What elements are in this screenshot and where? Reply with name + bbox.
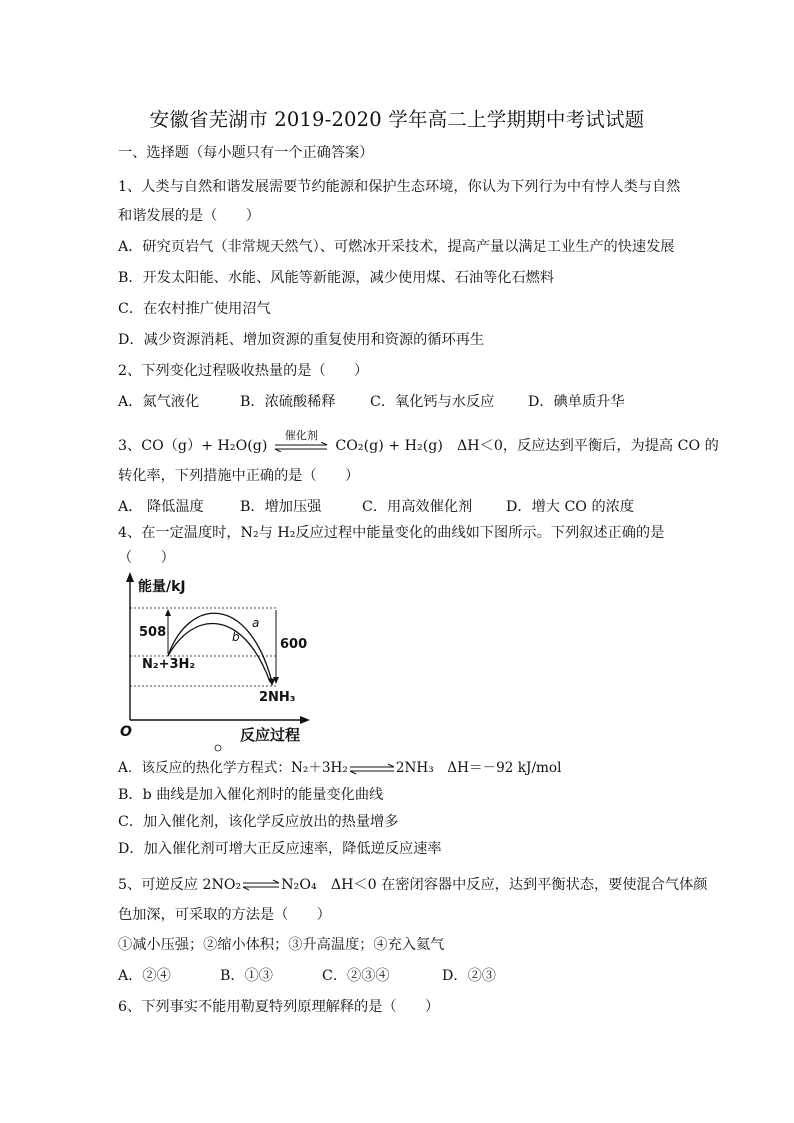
stray-circle-mark: [215, 745, 221, 751]
label-600: 600: [280, 637, 308, 652]
page-title: 安徽省芜湖市 2019-2020 学年高二上学期期中考试试题: [149, 108, 645, 131]
q5-option-d: D．②③: [442, 968, 496, 984]
q1-option-b: B．开发太阳能、水能、风能等新能源，减少使用煤、石油等化石燃料: [118, 270, 555, 286]
q3-options: [118, 497, 634, 517]
q4-stem-1: 4、在一定温度时，N₂与 H₂反应过程中能量变化的曲线如下图所示。下列叙述正确的是: [118, 525, 665, 541]
curve-a-label: a: [252, 616, 260, 630]
equilibrium-arrow-icon: [273, 442, 329, 452]
q2-stem: 2、下列变化过程吸收热量的是（ ）: [118, 363, 369, 379]
q4-option-c: C．加入催化剂，该化学反应放出的热量增多: [118, 814, 399, 830]
q5-option-c: C．②③④: [322, 968, 390, 984]
section-heading: 一、选择题（每小题只有一个正确答案）: [118, 145, 374, 161]
q4-option-b: B．b 曲线是加入催化剂时的能量变化曲线: [118, 787, 384, 803]
q5-option-a: A．②④: [118, 968, 171, 984]
q5-stem-right: N₂O₄ ΔH＜0 在密闭容器中反应，达到平衡状态，要使混合气体颜: [281, 877, 708, 893]
q3-stem-2: 转化率，下列措施中正确的是（ ）: [118, 468, 360, 484]
q3-option-d: D．增大 CO 的浓度: [506, 499, 635, 515]
q3-catalyst-label: 催化剂: [284, 429, 318, 442]
q3-option-c: C．用高效催化剂: [362, 499, 473, 515]
q2-options: [118, 392, 625, 412]
q4-option-a-right: 2NH₃ ΔH＝－92 kJ/mol: [395, 760, 562, 776]
q4-option-a-left: A．该反应的热化学方程式：N₂＋3H₂: [118, 760, 348, 776]
q3-option-a: A． 降低温度: [118, 499, 204, 515]
y-axis-arrow-icon: [126, 572, 134, 582]
q1-stem-1: 1、人类与自然和谐发展需要节约能源和保护生态环境，你认为下列行为中有悖人类与自然: [118, 179, 681, 195]
equilibrium-arrow-icon: [348, 762, 396, 776]
q5-options: [118, 966, 496, 986]
q2-option-c: C．氧化钙与水反应: [370, 394, 495, 410]
products-label: 2NH₃: [259, 690, 296, 705]
origin-label: O: [120, 724, 132, 740]
q3-products: CO₂(g) + H₂(g) ΔH＜0，反应达到平衡后，为提高 CO 的: [335, 438, 719, 454]
curve-b-label: b: [232, 630, 240, 644]
q3-reactants: 3、CO（g）+ H₂O(g): [118, 438, 268, 454]
q5-stem-2: 色加深，可采取的方法是（ ）: [118, 907, 331, 923]
q1-option-c: C．在农村推广使用沼气: [118, 301, 271, 317]
q5-stem-left: 5、可逆反应 2NO₂: [118, 877, 242, 893]
equilibrium-arrow-icon: [241, 878, 281, 892]
label-508: 508: [139, 625, 167, 640]
reactants-label: N₂+3H₂: [142, 657, 196, 672]
energy-diagram: [118, 570, 318, 752]
q3-option-b: B．增加压强: [240, 499, 322, 515]
curve-end-arrow-icon: [268, 678, 275, 686]
q6-stem: 6、下列事实不能用勒夏特列原理解释的是（ ）: [118, 999, 440, 1015]
q3-stem-1: [118, 429, 719, 456]
q5-equilibrium-arrow: [241, 878, 281, 892]
x-axis-arrow-icon: [300, 716, 310, 724]
q1-option-a: A．研究页岩气（非常规天然气）、可燃冰开采技术，提高产量以满足工业生产的快速发展: [118, 239, 675, 255]
q1-stem-2: 和谐发展的是（ ）: [118, 208, 260, 224]
q2-option-d: D．碘单质升华: [528, 394, 625, 410]
q1-option-d: D．减少资源消耗、增加资源的重复使用和资源的循环再生: [118, 332, 485, 348]
y-axis-label: 能量/kJ: [138, 579, 186, 595]
q5-option-b: B．①③: [220, 968, 273, 984]
curve-b: [168, 624, 270, 682]
q4-stem-2: （ ）: [118, 550, 175, 566]
arrow-up-icon: [165, 609, 171, 616]
q5-conditions: ①减小压强；②缩小体积；③升高温度；④充入氦气: [118, 937, 445, 953]
q4-equilibrium-arrow: [348, 762, 396, 776]
x-axis-label: 反应过程: [240, 726, 301, 744]
q2-option-b: B．浓硫酸稀释: [240, 394, 336, 410]
q5-stem-1: [118, 875, 708, 895]
q2-option-a: A．氮气液化: [118, 394, 200, 410]
q3-equilibrium-arrow: [273, 429, 329, 456]
q4-option-d: D．加入催化剂可增大正反应速率，降低逆反应速率: [118, 841, 442, 857]
q4-option-a: [118, 758, 561, 778]
